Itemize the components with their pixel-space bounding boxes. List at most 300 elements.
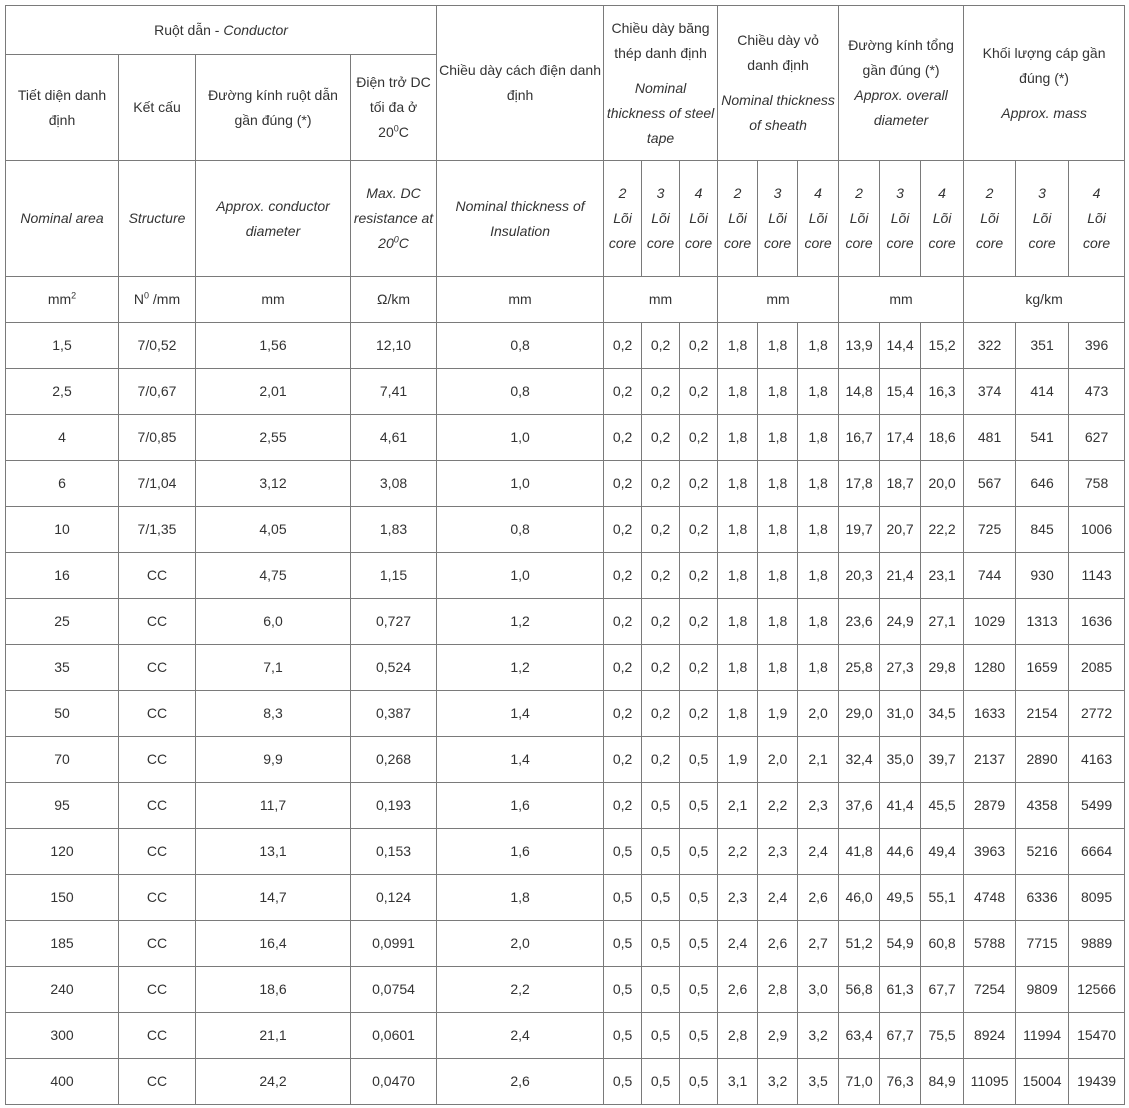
cell-steel-3: 0,2 xyxy=(642,323,680,369)
table-row xyxy=(6,553,1125,599)
cell-mass-3: 930 xyxy=(1016,553,1069,599)
cell-structure: CC xyxy=(119,599,196,645)
unit-sheath: mm xyxy=(718,277,839,323)
cell-steel-2: 0,5 xyxy=(604,921,642,967)
unit-overall: mm xyxy=(839,277,964,323)
cell-overall-3: 61,3 xyxy=(880,967,921,1013)
cell-mass-3: 4358 xyxy=(1016,783,1069,829)
cell-overall-3: 21,4 xyxy=(880,553,921,599)
mass-core-2: 2 Lõi core xyxy=(964,161,1016,277)
table-row xyxy=(6,599,1125,645)
cell-diameter: 2,55 xyxy=(196,415,351,461)
cell-steel-3: 0,2 xyxy=(642,645,680,691)
cell-mass-3: 9809 xyxy=(1016,967,1069,1013)
cell-sheath-4: 2,1 xyxy=(798,737,839,783)
table-row xyxy=(6,783,1125,829)
cell-insulation: 2,4 xyxy=(437,1013,604,1059)
cell-steel-4: 0,5 xyxy=(680,875,718,921)
cell-steel-4: 0,2 xyxy=(680,553,718,599)
cell-mass-3: 7715 xyxy=(1016,921,1069,967)
cell-sheath-2: 1,8 xyxy=(718,507,758,553)
cell-overall-3: 49,5 xyxy=(880,875,921,921)
cell-sheath-4: 2,7 xyxy=(798,921,839,967)
cell-overall-3: 67,7 xyxy=(880,1013,921,1059)
cell-mass-2: 1029 xyxy=(964,599,1016,645)
cell-steel-2: 0,2 xyxy=(604,737,642,783)
cell-steel-2: 0,5 xyxy=(604,1013,642,1059)
cell-sheath-2: 1,8 xyxy=(718,415,758,461)
cell-steel-2: 0,2 xyxy=(604,553,642,599)
cell-mass-3: 646 xyxy=(1016,461,1069,507)
cell-insulation: 1,4 xyxy=(437,691,604,737)
cell-overall-2: 37,6 xyxy=(839,783,880,829)
cell-structure: 7/1,35 xyxy=(119,507,196,553)
cell-overall-2: 13,9 xyxy=(839,323,880,369)
cell-sheath-4: 1,8 xyxy=(798,415,839,461)
table-row xyxy=(6,369,1125,415)
cell-area: 70 xyxy=(6,737,119,783)
cell-resistance: 4,61 xyxy=(351,415,437,461)
cell-insulation: 1,6 xyxy=(437,783,604,829)
cell-steel-4: 0,2 xyxy=(680,599,718,645)
sheath-core-3: 3 Lõi core xyxy=(758,161,798,277)
overall-core-4: 4 Lõi core xyxy=(921,161,964,277)
cell-sheath-4: 2,6 xyxy=(798,875,839,921)
cell-overall-3: 20,7 xyxy=(880,507,921,553)
cell-sheath-2: 3,1 xyxy=(718,1059,758,1105)
cell-overall-4: 22,2 xyxy=(921,507,964,553)
cell-overall-2: 25,8 xyxy=(839,645,880,691)
cell-mass-4: 19439 xyxy=(1069,1059,1125,1105)
cell-resistance: 0,387 xyxy=(351,691,437,737)
cell-overall-4: 49,4 xyxy=(921,829,964,875)
sheath-core-2: 2 Lõi core xyxy=(718,161,758,277)
cell-mass-3: 1313 xyxy=(1016,599,1069,645)
cell-overall-3: 35,0 xyxy=(880,737,921,783)
cell-area: 300 xyxy=(6,1013,119,1059)
cell-overall-4: 67,7 xyxy=(921,967,964,1013)
cell-area: 50 xyxy=(6,691,119,737)
cell-area: 150 xyxy=(6,875,119,921)
cell-sheath-3: 1,8 xyxy=(758,415,798,461)
cell-area: 25 xyxy=(6,599,119,645)
cell-overall-2: 23,6 xyxy=(839,599,880,645)
unit-steel: mm xyxy=(604,277,718,323)
cell-mass-4: 2085 xyxy=(1069,645,1125,691)
cell-steel-4: 0,5 xyxy=(680,737,718,783)
cell-area: 16 xyxy=(6,553,119,599)
cell-overall-2: 17,8 xyxy=(839,461,880,507)
cell-sheath-2: 1,8 xyxy=(718,645,758,691)
cell-overall-3: 24,9 xyxy=(880,599,921,645)
cell-structure: CC xyxy=(119,691,196,737)
cell-mass-2: 11095 xyxy=(964,1059,1016,1105)
table-row xyxy=(6,415,1125,461)
cell-structure: CC xyxy=(119,829,196,875)
insulation-header-en: Nominal thickness of Insulation xyxy=(437,161,604,277)
cell-mass-3: 11994 xyxy=(1016,1013,1069,1059)
cell-resistance: 0,0754 xyxy=(351,967,437,1013)
cell-insulation: 2,2 xyxy=(437,967,604,1013)
cell-overall-3: 31,0 xyxy=(880,691,921,737)
cell-sheath-3: 2,3 xyxy=(758,829,798,875)
unit-resistance: Ω/km xyxy=(351,277,437,323)
cell-sheath-4: 1,8 xyxy=(798,461,839,507)
cell-steel-4: 0,2 xyxy=(680,323,718,369)
cell-insulation: 1,2 xyxy=(437,645,604,691)
cell-overall-2: 46,0 xyxy=(839,875,880,921)
cell-overall-4: 16,3 xyxy=(921,369,964,415)
cell-overall-3: 17,4 xyxy=(880,415,921,461)
cell-resistance: 0,153 xyxy=(351,829,437,875)
cell-overall-2: 19,7 xyxy=(839,507,880,553)
cell-overall-4: 18,6 xyxy=(921,415,964,461)
cell-sheath-2: 2,3 xyxy=(718,875,758,921)
cell-mass-4: 627 xyxy=(1069,415,1125,461)
cell-steel-3: 0,5 xyxy=(642,921,680,967)
cell-steel-2: 0,2 xyxy=(604,783,642,829)
table-row xyxy=(6,461,1125,507)
cell-resistance: 0,124 xyxy=(351,875,437,921)
cell-diameter: 9,9 xyxy=(196,737,351,783)
sheath-core-4: 4 Lõi core xyxy=(798,161,839,277)
cell-sheath-2: 1,8 xyxy=(718,369,758,415)
cell-mass-2: 322 xyxy=(964,323,1016,369)
cell-sheath-4: 1,8 xyxy=(798,645,839,691)
cell-diameter: 1,56 xyxy=(196,323,351,369)
cell-structure: CC xyxy=(119,921,196,967)
cell-mass-2: 2137 xyxy=(964,737,1016,783)
cell-mass-3: 15004 xyxy=(1016,1059,1069,1105)
cell-mass-4: 1143 xyxy=(1069,553,1125,599)
cell-overall-2: 29,0 xyxy=(839,691,880,737)
cell-steel-4: 0,2 xyxy=(680,645,718,691)
cell-mass-2: 374 xyxy=(964,369,1016,415)
cell-structure: CC xyxy=(119,1059,196,1105)
cell-diameter: 4,05 xyxy=(196,507,351,553)
cell-mass-4: 2772 xyxy=(1069,691,1125,737)
table-body xyxy=(6,323,1125,1105)
cell-sheath-3: 3,2 xyxy=(758,1059,798,1105)
cell-mass-4: 9889 xyxy=(1069,921,1125,967)
cell-area: 2,5 xyxy=(6,369,119,415)
cell-diameter: 14,7 xyxy=(196,875,351,921)
cell-resistance: 0,0601 xyxy=(351,1013,437,1059)
cell-insulation: 1,8 xyxy=(437,875,604,921)
cell-overall-3: 41,4 xyxy=(880,783,921,829)
cell-area: 120 xyxy=(6,829,119,875)
cell-steel-3: 0,2 xyxy=(642,737,680,783)
steel-core-3: 3 Lõi core xyxy=(642,161,680,277)
cell-steel-3: 0,5 xyxy=(642,783,680,829)
cell-mass-4: 1006 xyxy=(1069,507,1125,553)
cell-steel-3: 0,2 xyxy=(642,507,680,553)
cell-overall-2: 32,4 xyxy=(839,737,880,783)
cell-steel-4: 0,2 xyxy=(680,461,718,507)
cell-steel-2: 0,2 xyxy=(604,691,642,737)
cell-overall-2: 71,0 xyxy=(839,1059,880,1105)
cell-diameter: 8,3 xyxy=(196,691,351,737)
cell-resistance: 0,727 xyxy=(351,599,437,645)
cell-mass-2: 567 xyxy=(964,461,1016,507)
cell-overall-2: 56,8 xyxy=(839,967,880,1013)
cell-steel-2: 0,2 xyxy=(604,645,642,691)
cell-steel-2: 0,2 xyxy=(604,323,642,369)
steel-core-2: 2 Lõi core xyxy=(604,161,642,277)
cell-structure: CC xyxy=(119,875,196,921)
table-row xyxy=(6,645,1125,691)
cell-steel-4: 0,5 xyxy=(680,967,718,1013)
cable-spec-table xyxy=(5,5,1125,1105)
cell-structure: 7/0,67 xyxy=(119,369,196,415)
cell-steel-2: 0,5 xyxy=(604,967,642,1013)
cell-area: 4 xyxy=(6,415,119,461)
cell-mass-2: 8924 xyxy=(964,1013,1016,1059)
table-row xyxy=(6,829,1125,875)
cell-mass-4: 5499 xyxy=(1069,783,1125,829)
table-row xyxy=(6,921,1125,967)
cell-diameter: 16,4 xyxy=(196,921,351,967)
cell-overall-3: 76,3 xyxy=(880,1059,921,1105)
cell-sheath-3: 1,8 xyxy=(758,507,798,553)
cell-diameter: 2,01 xyxy=(196,369,351,415)
cell-sheath-2: 1,8 xyxy=(718,461,758,507)
table-row xyxy=(6,1059,1125,1105)
cell-mass-3: 351 xyxy=(1016,323,1069,369)
mass-header: Khối lượng cáp gần đúng (*) Approx. mass xyxy=(964,6,1125,161)
cell-steel-4: 0,2 xyxy=(680,507,718,553)
cell-mass-2: 1633 xyxy=(964,691,1016,737)
cell-sheath-3: 1,8 xyxy=(758,553,798,599)
cell-overall-2: 14,8 xyxy=(839,369,880,415)
cell-sheath-2: 1,8 xyxy=(718,323,758,369)
cell-overall-4: 39,7 xyxy=(921,737,964,783)
cell-sheath-3: 2,4 xyxy=(758,875,798,921)
sheath-header: Chiều dày vỏ danh định Nominal thickness of sheath xyxy=(718,6,839,161)
cell-sheath-2: 2,2 xyxy=(718,829,758,875)
cell-diameter: 11,7 xyxy=(196,783,351,829)
cell-sheath-3: 1,8 xyxy=(758,461,798,507)
cell-overall-3: 54,9 xyxy=(880,921,921,967)
cell-sheath-2: 1,8 xyxy=(718,553,758,599)
cell-steel-2: 0,2 xyxy=(604,507,642,553)
cell-sheath-3: 2,0 xyxy=(758,737,798,783)
cell-steel-2: 0,2 xyxy=(604,461,642,507)
cell-mass-4: 4163 xyxy=(1069,737,1125,783)
cell-steel-2: 0,2 xyxy=(604,369,642,415)
cell-area: 95 xyxy=(6,783,119,829)
cell-structure: 7/0,85 xyxy=(119,415,196,461)
cell-mass-4: 12566 xyxy=(1069,967,1125,1013)
cell-resistance: 1,83 xyxy=(351,507,437,553)
cell-insulation: 1,6 xyxy=(437,829,604,875)
cell-mass-3: 541 xyxy=(1016,415,1069,461)
cell-resistance: 0,0991 xyxy=(351,921,437,967)
cell-insulation: 1,0 xyxy=(437,415,604,461)
overall-diameter-header: Đường kính tổng gần đúng (*) Approx. overall diameter xyxy=(839,6,964,161)
cell-sheath-4: 3,2 xyxy=(798,1013,839,1059)
cell-overall-4: 34,5 xyxy=(921,691,964,737)
cell-structure: CC xyxy=(119,737,196,783)
cell-sheath-2: 1,8 xyxy=(718,599,758,645)
cell-overall-2: 41,8 xyxy=(839,829,880,875)
cell-overall-4: 29,8 xyxy=(921,645,964,691)
cell-area: 240 xyxy=(6,967,119,1013)
cell-diameter: 21,1 xyxy=(196,1013,351,1059)
cell-steel-3: 0,5 xyxy=(642,1013,680,1059)
cell-diameter: 3,12 xyxy=(196,461,351,507)
cell-resistance: 7,41 xyxy=(351,369,437,415)
cell-structure: CC xyxy=(119,1013,196,1059)
area-header-en: Nominal area xyxy=(6,161,119,277)
cell-sheath-4: 1,8 xyxy=(798,507,839,553)
cell-sheath-2: 2,8 xyxy=(718,1013,758,1059)
resistance-header-vi: Điện trở DC tối đa ở $20^0C$ xyxy=(351,55,437,161)
cell-overall-4: 84,9 xyxy=(921,1059,964,1105)
cell-sheath-2: 1,8 xyxy=(718,691,758,737)
cell-mass-2: 7254 xyxy=(964,967,1016,1013)
cell-mass-4: 8095 xyxy=(1069,875,1125,921)
cell-structure: 7/0,52 xyxy=(119,323,196,369)
cell-sheath-4: 2,3 xyxy=(798,783,839,829)
cell-mass-4: 15470 xyxy=(1069,1013,1125,1059)
cell-diameter: 4,75 xyxy=(196,553,351,599)
cell-steel-4: 0,5 xyxy=(680,1013,718,1059)
cell-sheath-4: 3,5 xyxy=(798,1059,839,1105)
cell-sheath-3: 1,8 xyxy=(758,645,798,691)
structure-header-vi: Kết cấu xyxy=(119,55,196,161)
cell-structure: CC xyxy=(119,967,196,1013)
cell-steel-3: 0,5 xyxy=(642,829,680,875)
cell-mass-2: 1280 xyxy=(964,645,1016,691)
cell-structure: 7/1,04 xyxy=(119,461,196,507)
mass-core-4: 4 Lõi core xyxy=(1069,161,1125,277)
cell-resistance: 0,0470 xyxy=(351,1059,437,1105)
table-row xyxy=(6,323,1125,369)
cell-steel-4: 0,2 xyxy=(680,415,718,461)
cell-steel-3: 0,2 xyxy=(642,369,680,415)
cell-sheath-3: 1,8 xyxy=(758,369,798,415)
table-row xyxy=(6,507,1125,553)
area-header-vi: Tiết diện danh định xyxy=(6,55,119,161)
cell-overall-4: 75,5 xyxy=(921,1013,964,1059)
cell-sheath-3: 1,8 xyxy=(758,599,798,645)
cell-overall-2: 20,3 xyxy=(839,553,880,599)
cell-resistance: 0,193 xyxy=(351,783,437,829)
cell-steel-3: 0,5 xyxy=(642,967,680,1013)
cell-diameter: 7,1 xyxy=(196,645,351,691)
cell-mass-2: 2879 xyxy=(964,783,1016,829)
cell-sheath-2: 1,9 xyxy=(718,737,758,783)
structure-header-en: Structure xyxy=(119,161,196,277)
cell-mass-2: 725 xyxy=(964,507,1016,553)
cell-overall-3: 15,4 xyxy=(880,369,921,415)
cell-sheath-2: 2,6 xyxy=(718,967,758,1013)
cell-diameter: 18,6 xyxy=(196,967,351,1013)
cell-area: 6 xyxy=(6,461,119,507)
cell-mass-3: 6336 xyxy=(1016,875,1069,921)
mass-core-3: 3 Lõi core xyxy=(1016,161,1069,277)
cell-steel-3: 0,5 xyxy=(642,1059,680,1105)
cell-overall-4: 20,0 xyxy=(921,461,964,507)
cell-structure: CC xyxy=(119,553,196,599)
cell-overall-4: 60,8 xyxy=(921,921,964,967)
cell-resistance: 1,15 xyxy=(351,553,437,599)
cell-insulation: 0,8 xyxy=(437,369,604,415)
cell-sheath-4: 1,8 xyxy=(798,323,839,369)
cell-sheath-4: 1,8 xyxy=(798,599,839,645)
cell-diameter: 13,1 xyxy=(196,829,351,875)
cell-steel-4: 0,5 xyxy=(680,921,718,967)
cell-insulation: 1,4 xyxy=(437,737,604,783)
cell-sheath-2: 2,1 xyxy=(718,783,758,829)
cell-insulation: 0,8 xyxy=(437,507,604,553)
cell-mass-3: 1659 xyxy=(1016,645,1069,691)
table-row xyxy=(6,737,1125,783)
table-row xyxy=(6,875,1125,921)
cell-mass-2: 4748 xyxy=(964,875,1016,921)
cell-sheath-3: 2,6 xyxy=(758,921,798,967)
overall-core-3: 3 Lõi core xyxy=(880,161,921,277)
table-row xyxy=(6,691,1125,737)
table-row xyxy=(6,1013,1125,1059)
cell-insulation: 2,0 xyxy=(437,921,604,967)
cell-insulation: 1,0 xyxy=(437,461,604,507)
cell-area: 1,5 xyxy=(6,323,119,369)
cell-sheath-3: 2,9 xyxy=(758,1013,798,1059)
cell-overall-4: 55,1 xyxy=(921,875,964,921)
cell-overall-3: 18,7 xyxy=(880,461,921,507)
overall-core-2: 2 Lõi core xyxy=(839,161,880,277)
cell-overall-4: 45,5 xyxy=(921,783,964,829)
cell-resistance: 12,10 xyxy=(351,323,437,369)
unit-diameter: mm xyxy=(196,277,351,323)
cell-steel-3: 0,5 xyxy=(642,875,680,921)
cell-sheath-4: 1,8 xyxy=(798,369,839,415)
cell-mass-3: 2154 xyxy=(1016,691,1069,737)
steel-core-4: 4 Lõi core xyxy=(680,161,718,277)
cell-overall-3: 14,4 xyxy=(880,323,921,369)
cell-mass-4: 473 xyxy=(1069,369,1125,415)
cell-overall-2: 63,4 xyxy=(839,1013,880,1059)
resistance-header-en: Max. DC resistance at $20^0C$ xyxy=(351,161,437,277)
cell-sheath-3: 2,8 xyxy=(758,967,798,1013)
cell-steel-2: 0,5 xyxy=(604,829,642,875)
cell-resistance: 3,08 xyxy=(351,461,437,507)
cell-structure: CC xyxy=(119,645,196,691)
cell-mass-2: 481 xyxy=(964,415,1016,461)
cell-diameter: 6,0 xyxy=(196,599,351,645)
diameter-header-en: Approx. conductor diameter xyxy=(196,161,351,277)
table-row xyxy=(6,967,1125,1013)
cell-insulation: 1,0 xyxy=(437,553,604,599)
cell-steel-3: 0,2 xyxy=(642,553,680,599)
cell-mass-3: 5216 xyxy=(1016,829,1069,875)
cell-steel-4: 0,2 xyxy=(680,691,718,737)
cell-sheath-4: 1,8 xyxy=(798,553,839,599)
unit-insulation: mm xyxy=(437,277,604,323)
cell-steel-3: 0,2 xyxy=(642,691,680,737)
cell-steel-3: 0,2 xyxy=(642,415,680,461)
cell-mass-3: 2890 xyxy=(1016,737,1069,783)
cell-area: 10 xyxy=(6,507,119,553)
cell-overall-3: 27,3 xyxy=(880,645,921,691)
cell-mass-3: 414 xyxy=(1016,369,1069,415)
cell-sheath-4: 2,0 xyxy=(798,691,839,737)
cell-steel-4: 0,5 xyxy=(680,829,718,875)
cell-steel-2: 0,5 xyxy=(604,875,642,921)
cell-diameter: 24,2 xyxy=(196,1059,351,1105)
